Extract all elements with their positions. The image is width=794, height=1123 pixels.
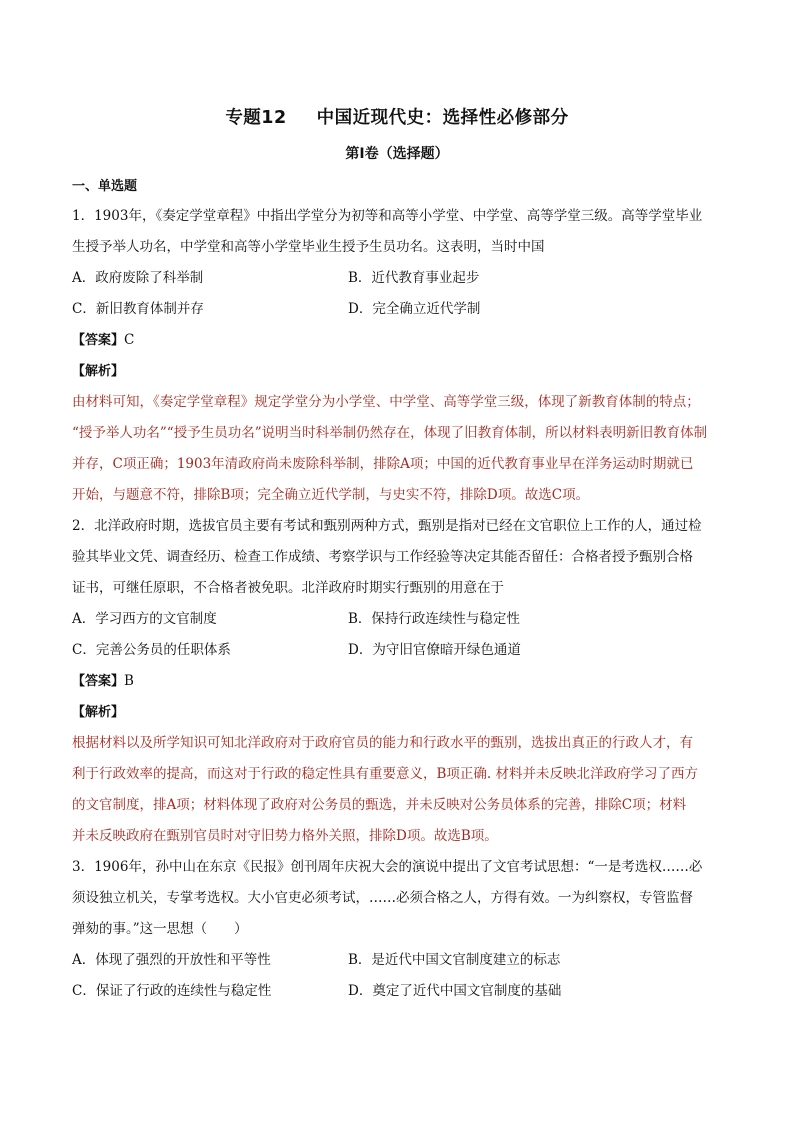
question-1 [72, 201, 724, 511]
question-1-options-row [72, 294, 724, 325]
section-heading: 一、单选题 [72, 179, 138, 194]
question-2-option-b: B．保持行政连续性与稳定性 [348, 611, 520, 627]
question-1-options-row [72, 263, 724, 294]
title-topic-number: 专题12 [225, 108, 287, 128]
question-1-option-c: C．新旧教育体制并存 [72, 301, 204, 317]
question-2-option-d: D．为守旧官僚暗开绿色通道 [348, 642, 521, 658]
question-1-analysis-line: 开始，与题意不符，排除B项；完全确立近代学制，与史实不符，排除D项。故选C项。 [72, 487, 590, 503]
question-1-stem-line: 1．1903年，《奏定学堂章程》中指出学堂分为初等和高等小学堂、中学堂、高等学堂三级。高等学堂毕业 [72, 208, 703, 224]
question-3-stem-line: 3．1906年，孙中山在东京《民报》创刊周年庆祝大会的演说中提出了文官考试思想：“一是考选权……必 [72, 859, 703, 875]
question-1-option-d: D．完全确立近代学制 [348, 301, 481, 317]
question-3 [72, 852, 724, 1007]
question-2-analysis-line: 根据材料以及所学知识可知北洋政府对于政府官员的能力和行政水平的甄别，选拔出真正的行政人才，有 [72, 735, 693, 751]
question-3-stem-line: 弹劾的事。”这一思想（ ） [72, 921, 248, 937]
answer-label: 【答案】 [72, 333, 125, 348]
question-1-answer [72, 325, 724, 356]
title-topic-name: 中国近现代史：选择性必修部分 [316, 108, 569, 128]
question-2-answer [72, 666, 724, 697]
question-2-analysis-line: 并未反映政府在甄别官员时对守旧势力格外关照，排除D项。故选B项。 [72, 828, 498, 844]
question-1-stem-line: 生授予举人功名，中学堂和高等小学堂毕业生授予生员功名。这表明，当时中国 [72, 239, 545, 255]
question-3-options-row [72, 945, 724, 976]
question-1-option-a: A．政府废除了科举制 [72, 270, 204, 286]
question-1-analysis-line: 由材料可知，《奏定学堂章程》规定学堂分为小学堂、中学堂、高等学堂三级，体现了新教育体制的特点； [72, 394, 700, 410]
question-2-stem-line: 2．北洋政府时期，选拔官员主要有考试和甄别两种方式，甄别是指对已经在文官职位上工作的人，通过检 [72, 518, 702, 534]
volume-subtitle: 第I卷（选择题） [345, 146, 449, 162]
question-2-analysis-line: 利于行政效率的提高，而这对于行政的稳定性具有重要意义，B项正确. 材料并未反映北洋政府学习了西方 [72, 766, 699, 782]
question-2-option-c: C．完善公务员的任职体系 [72, 642, 231, 658]
question-2-analysis-line: 的文官制度，排A项；材料体现了政府对公务员的甄选，并未反映对公务员体系的完善，排除C项；材料 [72, 797, 687, 813]
question-1-analysis-label: 【解析】 [72, 364, 125, 379]
question-3-options-row [72, 976, 724, 1007]
page-title [0, 104, 794, 129]
question-2 [72, 511, 724, 852]
question-3-option-a: A．体现了强烈的开放性和平等性 [72, 952, 271, 968]
question-3-stem-line: 须设独立机关，专掌考选权。大小官吏必须考试，……必须合格之人，方得有效。一为纠察权，专管监督 [72, 890, 693, 906]
question-2-options-row [72, 604, 724, 635]
question-1-analysis-line: 并存，C项正确；1903年清政府尚未废除科举制，排除A项；中国的近代教育事业早在洋务运动时期就已 [72, 456, 694, 472]
question-2-stem-line: 证书，可继任原职，不合格者被免职。北洋政府时期实行甄别的用意在于 [72, 580, 504, 596]
question-2-analysis-label: 【解析】 [72, 705, 125, 720]
question-1-option-b: B．近代教育事业起步 [348, 270, 480, 286]
answer-value: B [124, 673, 134, 689]
question-3-option-d: D．奠定了近代中国文官制度的基础 [348, 983, 562, 999]
question-3-option-c: C．保证了行政的连续性与稳定性 [72, 983, 272, 999]
question-2-stem-line: 验其毕业文凭、调查经历、检查工作成绩、考察学识与工作经验等决定其能否留任：合格者授予甄别合格 [72, 549, 693, 565]
question-3-option-b: B．是近代中国文官制度建立的标志 [348, 952, 561, 968]
question-2-options-row [72, 635, 724, 666]
question-2-option-a: A．学习西方的文官制度 [72, 611, 217, 627]
answer-label: 【答案】 [72, 674, 125, 689]
question-1-analysis-line: “授予举人功名”“授予生员功名”说明当时科举制仍然存在，体现了旧教育体制，所以材料表明新旧教育体制 [72, 425, 708, 441]
answer-value: C [124, 332, 135, 348]
